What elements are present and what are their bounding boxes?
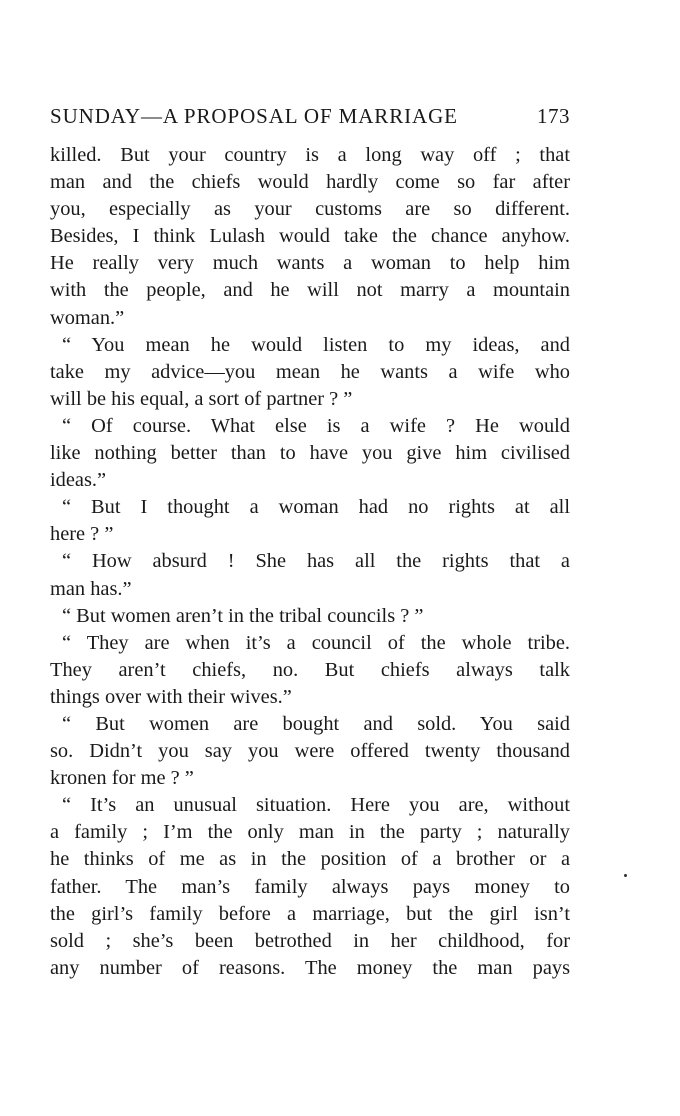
page-header — [50, 100, 570, 136]
text-line: things over with their wives.” — [50, 685, 292, 708]
text-line: ideas.” — [50, 469, 107, 492]
page-number: 173 — [537, 104, 570, 128]
text-line: woman.” — [50, 306, 125, 329]
text-line: They aren’t chiefs, no. But chiefs always talk — [50, 658, 570, 681]
text-line: man and the chiefs would hardly come so far after — [50, 171, 570, 194]
text-line: a family ; I’m the only man in the party ; naturally — [50, 821, 570, 844]
text-line: he thinks of me as in the position of a brother or a — [50, 848, 570, 871]
text-line: so. Didn’t you say you were offered twenty thousand — [50, 740, 570, 763]
text-line: take my advice—you mean he wants a wife who — [50, 360, 570, 383]
text-line: father. The man’s family always pays money to — [50, 875, 570, 898]
ink-speck — [624, 874, 627, 877]
text-line: “ But women aren’t in the tribal councils ? ” — [62, 604, 424, 627]
text-line: man has.” — [50, 577, 132, 600]
text-line: “ It’s an unusual situation. Here you are, without — [62, 794, 570, 817]
text-line: will be his equal, a sort of partner ? ” — [50, 387, 353, 410]
text-line: Besides, I think Lulash would take the chance anyhow. — [50, 225, 570, 248]
text-line: any number of reasons. The money the man pays — [50, 956, 570, 979]
text-line: kronen for me ? ” — [50, 767, 194, 790]
text-line: the girl’s family before a marriage, but the girl isn’t — [50, 902, 570, 925]
running-head: SUNDAY—A PROPOSAL OF MARRIAGE — [50, 104, 458, 128]
body-text — [50, 142, 570, 982]
text-line: “ But I thought a woman had no rights at all — [62, 496, 570, 519]
text-line: “ They are when it’s a council of the whole tribe. — [62, 631, 570, 654]
text-line: He really very much wants a woman to help him — [50, 252, 570, 275]
text-line: you, especially as your customs are so different. — [50, 198, 570, 221]
text-line: “ You mean he would listen to my ideas, and — [62, 333, 570, 356]
text-line: “ How absurd ! She has all the rights that a — [62, 550, 570, 573]
text-line: killed. But your country is a long way off ; that — [50, 144, 570, 166]
text-line: with the people, and he will not marry a mountain — [50, 279, 570, 302]
text-line: like nothing better than to have you give him civilised — [50, 442, 570, 465]
text-line: “ But women are bought and sold. You said — [62, 712, 570, 735]
text-line: sold ; she’s been betrothed in her childhood, for — [50, 929, 570, 952]
text-line: “ Of course. What else is a wife ? He would — [62, 414, 570, 437]
text-line: here ? ” — [50, 523, 114, 546]
